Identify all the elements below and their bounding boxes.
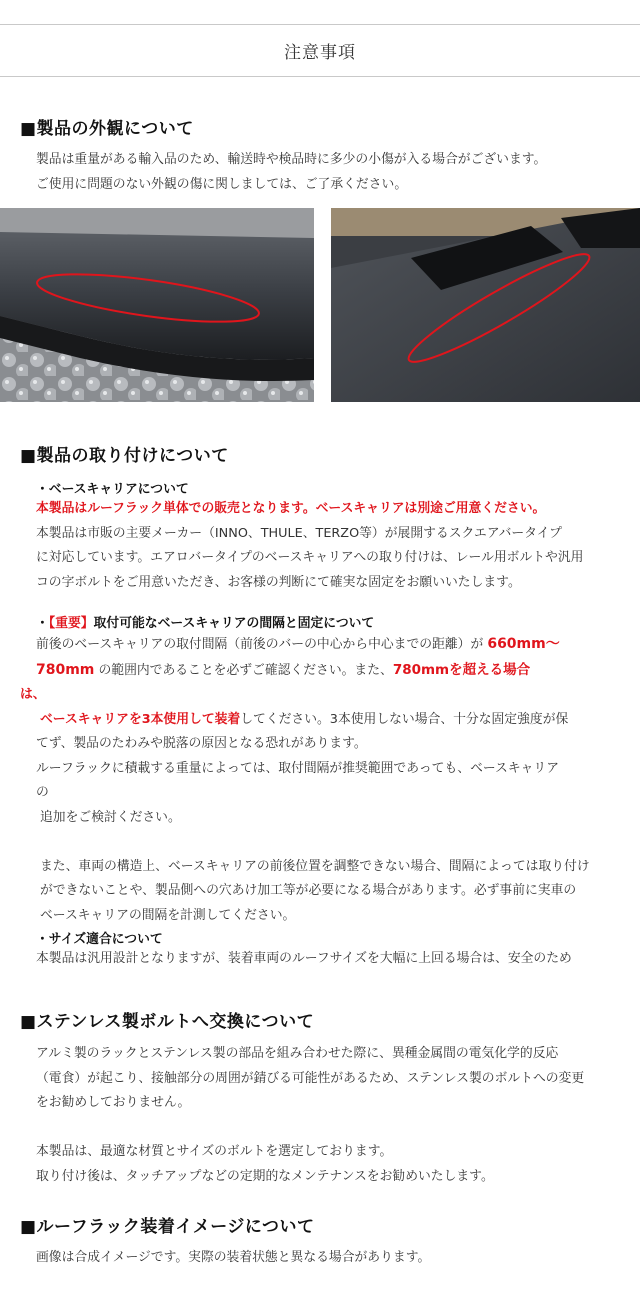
base-carrier-text — [36, 497, 626, 595]
stainless-line: をお勧めしておりません。 — [36, 1095, 191, 1110]
appearance-heading: ■製品の外観について — [20, 119, 194, 139]
base-carrier-line: 本製品は市販の主要メーカー（INNO、THULE、TERZO等）が展開するスクエアバータイプ — [36, 525, 562, 541]
title-divider — [0, 76, 640, 77]
stainless-line: アルミ製のラックとステンレス製の部品を組み合わせた際に、異種金属間の電気化学的反応 — [36, 1046, 559, 1061]
range-max: 780mm — [36, 661, 95, 678]
over-780-warning: 780mmを超える場合 — [392, 661, 531, 678]
important-tag: 【重要】 — [48, 616, 94, 631]
stainless-line: 本製品は、最適な材質とサイズのボルトを選定しております。 — [36, 1144, 393, 1159]
spacing-line: 追加をご検討ください。 — [40, 809, 181, 825]
spacing-line: また、車両の構造上、ベースキャリアの前後位置を調整できない場合、間隔によっては取り付け — [40, 858, 590, 874]
spacing-line: ベースキャリアを3本使用して装着してください。3本使用しない場合、十分な固定強度が保 — [40, 711, 569, 727]
mounting-heading: ■製品の取り付けについて — [20, 446, 229, 466]
spacing-title: 取付可能なベースキャリアの間隔と固定について — [93, 616, 375, 631]
rack-scratch-photo-right — [331, 208, 640, 402]
range-min: 660mm〜 — [487, 636, 560, 652]
page-title: 注意事項 — [284, 43, 356, 63]
appearance-text — [36, 148, 626, 197]
appearance-line: 製品は重量がある輸入品のため、輸送時や検品時に多少の小傷が入る場合がございます。 — [36, 152, 547, 167]
stainless-line: 取り付け後は、タッチアップなどの定期的なメンテナンスをお勧めいたします。 — [36, 1168, 494, 1184]
spacing-line: てず、製品のたわみや脱落の原因となる恐れがあります。 — [36, 736, 367, 751]
image-note-heading: ■ルーフラック装着イメージについて — [20, 1217, 315, 1237]
size-text: 本製品は汎用設計となりますが、装着車両のルーフサイズを大幅に上回る場合は、安全のため — [36, 951, 572, 966]
stainless-line: （電食）が起こり、接触部分の周囲が錆びる可能性があるため、ステンレス製のボルトへの変更 — [36, 1070, 585, 1086]
size-subheading: ・サイズ適合について — [36, 932, 163, 947]
spacing-line: 前後のベースキャリアの取付間隔（前後のバーの中心から中心までの距離）が 660mm〜 — [36, 636, 560, 652]
base-carrier-line: コの字ボルトをご用意いただき、お客様の判断にて確実な固定をお願いいたします。 — [36, 574, 521, 590]
rack-scratch-photo-left — [0, 208, 314, 402]
spacing-line: の — [36, 785, 49, 800]
spacing-line: ができないことや、製品側への穴あけ加工等が必要になる場合があります。必ず事前に実車の — [40, 883, 577, 898]
stainless-text — [36, 1042, 626, 1189]
stainless-heading: ■ステンレス製ボルトへ交換について — [20, 1012, 315, 1032]
appearance-line: ご使用に問題のない外観の傷に関しましては、ご了承ください。 — [36, 176, 408, 192]
image-note-text: 画像は合成イメージです。実際の装着状態と異なる場合があります。 — [36, 1250, 431, 1265]
base-carrier-line: に対応しています。エアロバータイプのベースキャリアへの取り付けは、レール用ボルトや汎用 — [36, 550, 584, 565]
spacing-subheading — [36, 612, 374, 631]
spacing-line: ルーフラックに積載する重量によっては、取付間隔が推奨範囲であっても、ベースキャリア — [36, 760, 560, 776]
top-divider — [0, 24, 640, 25]
spacing-line: は、 — [20, 687, 46, 702]
spacing-text — [20, 632, 630, 928]
spacing-line: ベースキャリアの間隔を計測してください。 — [40, 907, 296, 923]
sold-separately-warning: 本製品はルーフラック単体での販売となります。ベースキャリアは別途ご用意ください。 — [36, 501, 546, 516]
bullet: ・ — [36, 616, 49, 631]
base-carrier-subheading: ・ベースキャリアについて — [36, 482, 189, 497]
spacing-line: 780mm の範囲内であることを必ずご確認ください。また、780mmを超える場合 — [36, 661, 531, 678]
three-bars-warning: ベースキャリアを3本使用して装着 — [40, 711, 241, 727]
